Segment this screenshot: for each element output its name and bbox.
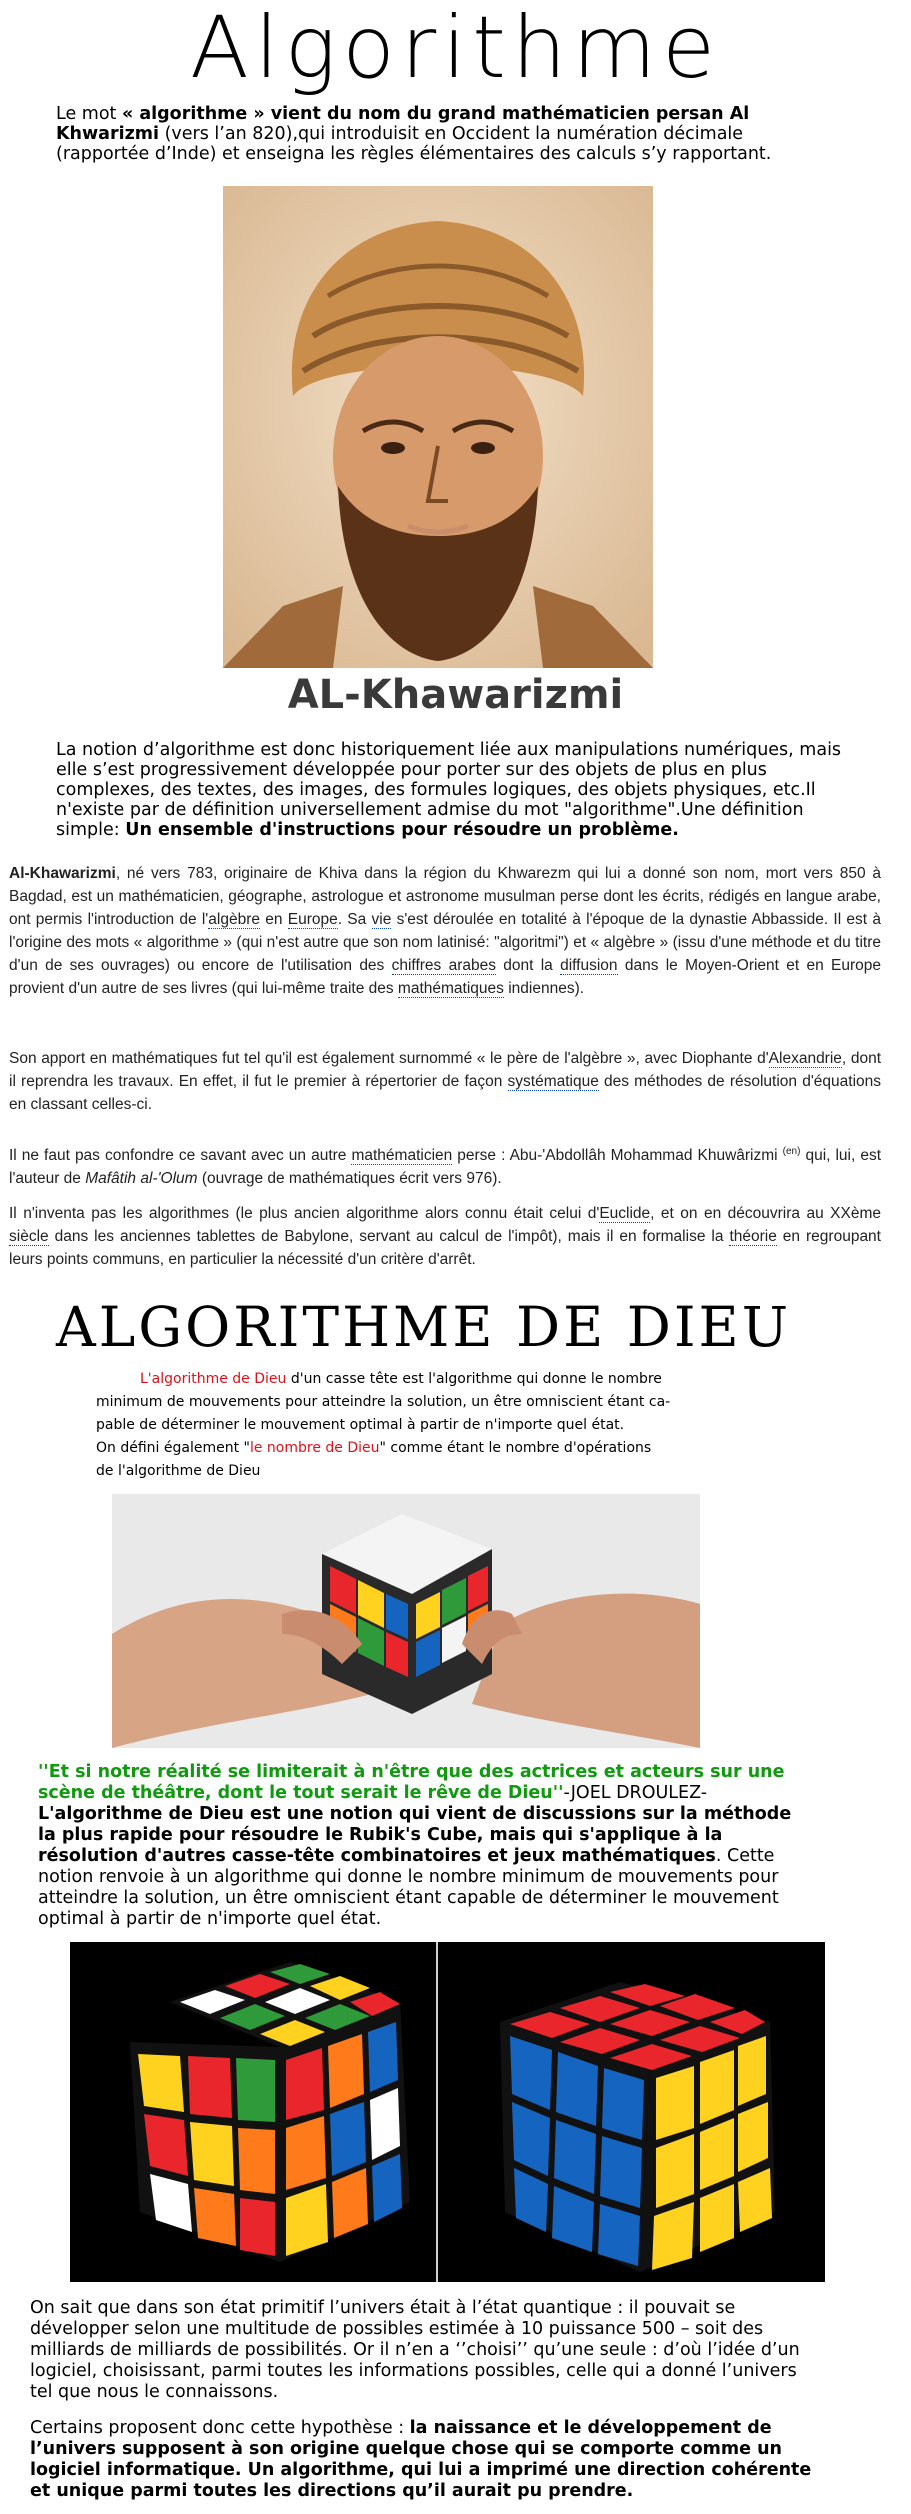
al-khawarizmi-portrait	[223, 186, 653, 668]
link-euclide[interactable]: Euclide	[599, 1205, 651, 1222]
dieu-line-1: L'algorithme de Dieu d'un casse tête est l'algorithme qui donne le nombre	[140, 1371, 662, 1387]
link-europe[interactable]: Europe	[287, 911, 338, 928]
link-chiffres-arabes[interactable]: chiffres arabes	[391, 957, 496, 974]
quote-paragraph: ''Et si notre réalité se limiterait à n'être que des actrices et acteurs sur une scène de théâtre, dont le tout serait le rêve de Dieu''-JOEL DROULEZ- L'algorithme de Dieu est une notion qui vient de discussions sur la méthode la plus rapide pour résoudre le Rubik's Cube, mais qui s'applique à la résolution d'autres casse-tête combinatoires et jeux mathématiques. Cette notion renvoie à un algorithme qui donne le nombre minimum de mouvements pour atteindre la solution, un être omniscient étant capable de déterminer le mouvement optimal à partir de n'importe quel état.	[38, 1762, 792, 1929]
bio-paragraph-3: Il ne faut pas confondre ce savant avec un autre mathématicien perse : Abu-'Abdollâh Mohammad Khuwârizmi $^{(en)}$ qui, lui, est l'auteur de Mafâtih al-'Olum (ouvrage de mathématiques écrit vers 976).	[9, 1146, 882, 1188]
rubiks-cubes-image	[70, 1942, 825, 2282]
closing-paragraph-1: On sait que dans son état primitif l’univers était à l’état quantique : il pouvait se développer selon une multitude de possibles estimée à 10 puissance 500 – soit des milliards de milliards de possibilités. Or il n’en a ‘’choisi’’ qu’une seule : d’où l’idée d’un logiciel, choisissant, parmi toutes les informations possibles, celle qui a donné l’univers tel que nous le connaissons.	[30, 2298, 800, 2402]
page-title: Algorithme	[189, 0, 722, 98]
link-algebre[interactable]: algèbre	[208, 911, 260, 928]
portrait-caption: AL-Khawarizmi	[287, 672, 624, 718]
closing-paragraph-2: Certains proposent donc cette hypothèse : la naissance et le développement de l’univers supposent à son origine quelque chose qui se comporte comme un logiciel informatique. Un algorithme, qui lui a imprimé une direction cohérente et unique parmi toutes les directions qu’il aurait pu prendre.	[30, 2418, 812, 2501]
hands-rubiks-photo	[112, 1494, 700, 1748]
link-theorie[interactable]: théorie	[729, 1228, 777, 1245]
link-diffusion[interactable]: diffusion	[560, 957, 618, 974]
link-systematique[interactable]: systématique	[507, 1073, 599, 1090]
intro-paragraph: Le mot « algorithme » vient du nom du grand mathématicien persan Al Khwarizmi (vers l’an 820),qui introduisit en Occident la numération décimale (rapportée d’Inde) et enseigna les règles élémentaires des calculs s’y rapportant.	[56, 104, 772, 164]
bio-paragraph-1: Al-Khawarizmi, né vers 783, originaire de Khiva dans la région du Khwarezm qui lui a donné son nom, mort vers 850 à Bagdad, est un mathématicien, géographe, astrologue et astronome musulman perse dont les écrits, rédigés en langue arabe, ont permis l'introduction de l'algèbre en Europe. Sa vie s'est déroulée en totalité à l'époque de la dynastie Abbasside. Il est à l'origine des mots « algorithme » (qui n'est autre que son nom latinisé: "algoritmi") et « algèbre » (issu d'une méthode et du titre d'un de ses ouvrages) ou encore de l'utilisation des chiffres arabes dont la diffusion dans le Moyen-Orient et en Europe provient d'un autre de ses livres (qui lui-même traite des mathématiques indiennes).	[9, 865, 881, 997]
notion-paragraph: La notion d’algorithme est donc historiquement liée aux manipulations numériques, mais elle s’est progressivement développée pour porter sur des objets de plus en plus complexes, des textes, des images, des formules logiques, des objets physiques, etc.Il n'existe par de définition universellement admise du mot "algorithme".Une définition simple: Un ensemble d'instructions pour résoudre un problème.	[56, 740, 842, 840]
link-siecle[interactable]: siècle	[9, 1228, 49, 1245]
bio-paragraph-2: Son apport en mathématiques fut tel qu'il est également surnommé « le père de l'algèbre », avec Diophante d'Alexandrie, dont il reprendra les travaux. En effet, il fut le premier à répertorier de façon systématique des méthodes de résolution d'équations en classant celles-ci.	[9, 1050, 882, 1113]
link-mathematicien[interactable]: mathématicien	[351, 1147, 453, 1165]
link-vie[interactable]: vie	[371, 911, 392, 928]
dieu-line-5: de l'algorithme de Dieu	[96, 1463, 261, 1479]
dieu-line-3: pable de déterminer le mouvement optimal à partir de n'importe quel état.	[96, 1417, 625, 1433]
link-mathematiques[interactable]: mathématiques	[397, 980, 504, 997]
dieu-line-4: On défini également "le nombre de Dieu" comme étant le nombre d'opérations	[96, 1440, 652, 1456]
dieu-line-2: minimum de mouvements pour atteindre la solution, un être omniscient étant ca-	[96, 1394, 671, 1410]
link-alexandrie[interactable]: Alexandrie	[768, 1050, 842, 1067]
bio-paragraph-4: Il n'inventa pas les algorithmes (le plus ancien algorithme alors connu était celui d'Euclide, et on en découvrira au XXème siècle dans les anciennes tablettes de Babylone, servant au calcul de l'impôt), mais il en formalise la théorie en regroupant leurs points communs, en particulier la nécessité d'un critère d'arrêt.	[9, 1205, 881, 1268]
section-title-dieu: ALGORITHME DE DIEU	[56, 1295, 792, 1359]
